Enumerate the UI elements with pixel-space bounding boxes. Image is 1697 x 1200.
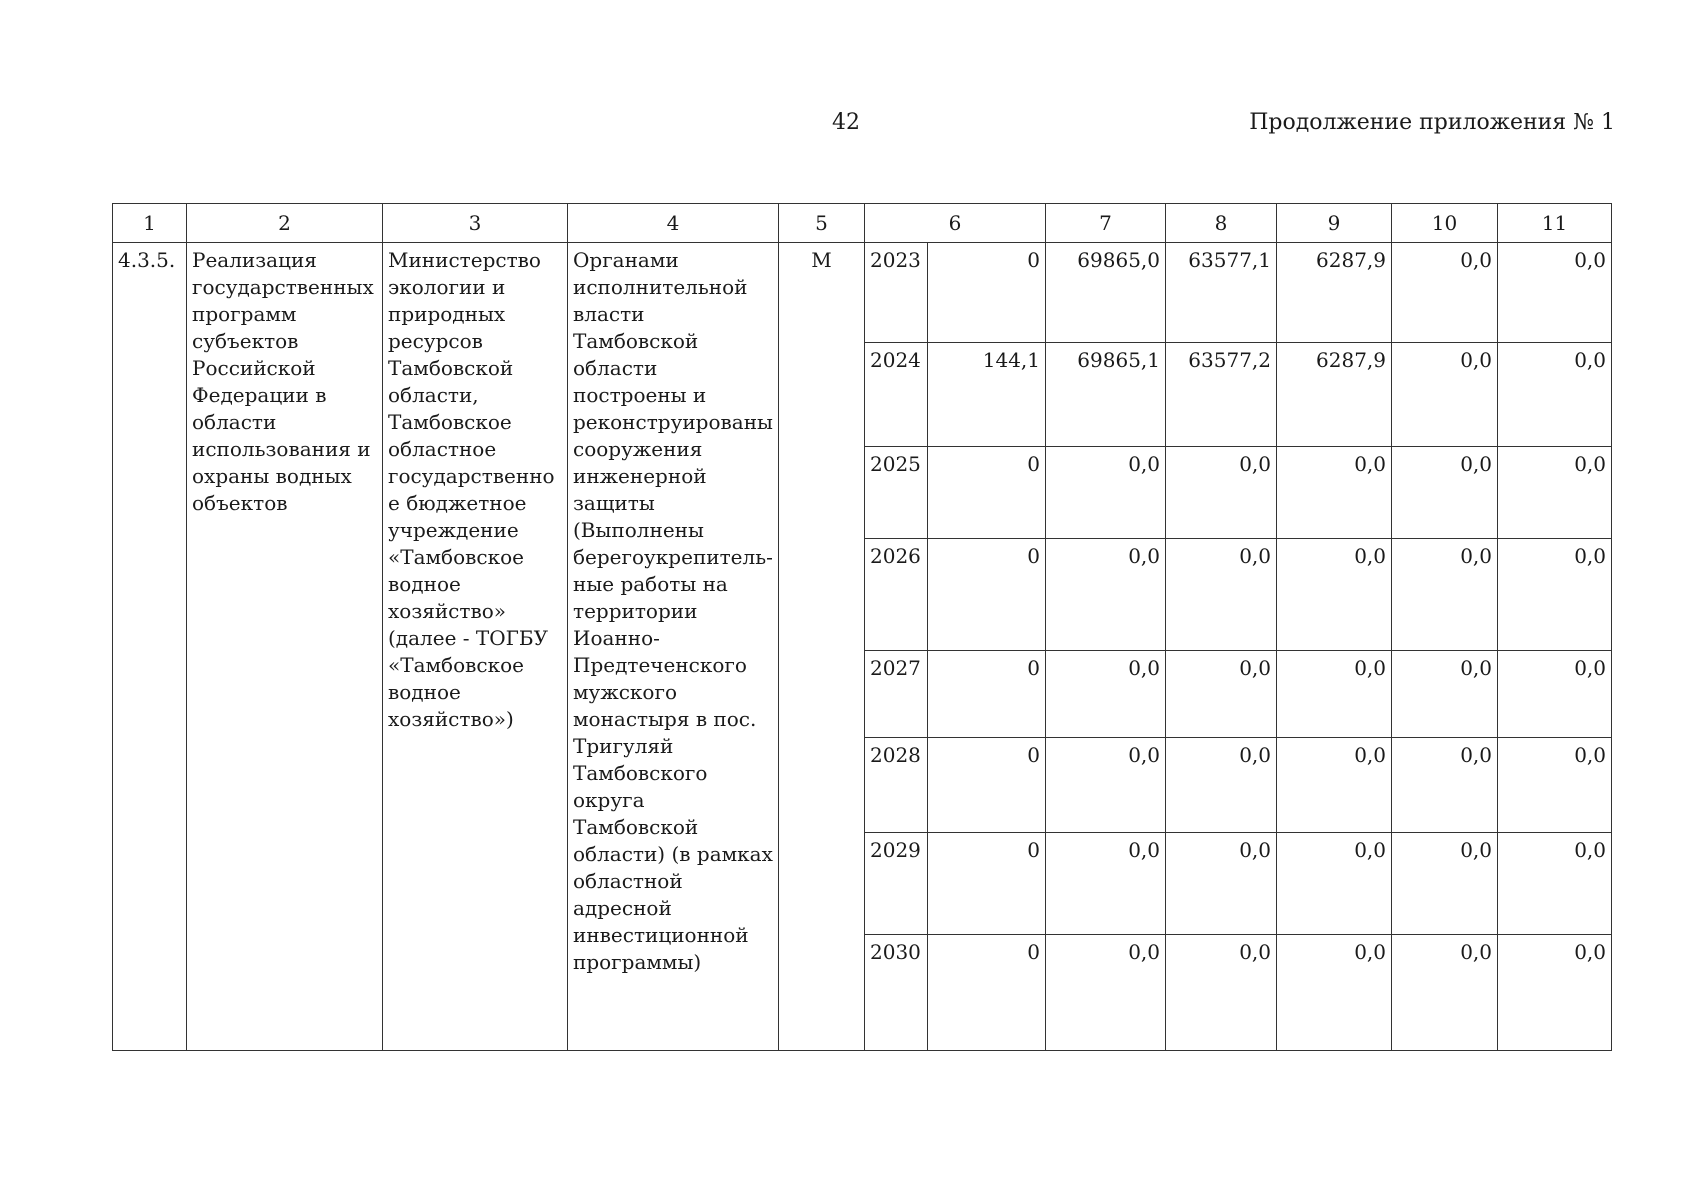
value-cell: 0,0 — [1277, 651, 1392, 738]
year-cell: 2027 — [865, 651, 928, 738]
value-cell: 0,0 — [1498, 343, 1612, 447]
value-cell: 0,0 — [1166, 738, 1277, 833]
value-cell: 0,0 — [1392, 833, 1498, 935]
value-cell: 0 — [928, 651, 1046, 738]
year-cell: 2023 — [865, 243, 928, 343]
value-cell: 0,0 — [1392, 243, 1498, 343]
column-header: 8 — [1166, 204, 1277, 243]
year-cell: 2024 — [865, 343, 928, 447]
column-header: 10 — [1392, 204, 1498, 243]
value-cell: 63577,2 — [1166, 343, 1277, 447]
value-cell: 0,0 — [1046, 935, 1166, 1051]
value-cell: 0 — [928, 833, 1046, 935]
column-header: 3 — [383, 204, 568, 243]
value-cell: 0,0 — [1392, 539, 1498, 651]
value-cell: 0,0 — [1166, 935, 1277, 1051]
value-cell: 6287,9 — [1277, 243, 1392, 343]
table-row — [113, 243, 1612, 343]
column-header: 2 — [187, 204, 383, 243]
value-cell: 0,0 — [1277, 833, 1392, 935]
value-cell: 0,0 — [1498, 738, 1612, 833]
value-cell: 0,0 — [1277, 539, 1392, 651]
column-header: 11 — [1498, 204, 1612, 243]
value-cell: 0,0 — [1277, 738, 1392, 833]
item-number: 4.3.5. — [113, 243, 187, 1051]
item-result: Органами исполнительной власти Тамбовской области построены и реконструированы сооружения инженерной защиты (Выполнены берегоукрепитель-ные работы на территории Иоанно-Предтеченского мужского монастыря в пос. Тригуляй Тамбовского округа Тамбовской области) (в рамках областной адресной инвестиционной программы) — [568, 243, 779, 1051]
column-header: 5 — [779, 204, 865, 243]
item-executor: Министерство экологии и природных ресурсов Тамбовской области, Тамбовское областное государственное бюджетное учреждение «Тамбовское водное хозяйство» (далее - ТОГБУ «Тамбовское водное хозяйство») — [383, 243, 568, 1051]
year-cell: 2028 — [865, 738, 928, 833]
year-cell: 2026 — [865, 539, 928, 651]
value-cell: 0,0 — [1166, 651, 1277, 738]
column-header: 9 — [1277, 204, 1392, 243]
column-header: 1 — [113, 204, 187, 243]
value-cell: 0,0 — [1277, 935, 1392, 1051]
value-cell: 0,0 — [1392, 343, 1498, 447]
value-cell: 0,0 — [1046, 447, 1166, 539]
value-cell: 0,0 — [1046, 738, 1166, 833]
value-cell: 0,0 — [1498, 935, 1612, 1051]
value-cell: 0,0 — [1392, 935, 1498, 1051]
value-cell: 63577,1 — [1166, 243, 1277, 343]
year-cell: 2030 — [865, 935, 928, 1051]
value-cell: 6287,9 — [1277, 343, 1392, 447]
value-cell: 0 — [928, 935, 1046, 1051]
column-number-row — [113, 204, 1612, 243]
value-cell: 0 — [928, 243, 1046, 343]
value-cell: 0 — [928, 539, 1046, 651]
value-cell: 0,0 — [1046, 833, 1166, 935]
value-cell: 144,1 — [928, 343, 1046, 447]
page-number: 42 — [832, 110, 860, 135]
value-cell: 0,0 — [1046, 651, 1166, 738]
value-cell: 0,0 — [1392, 447, 1498, 539]
year-cell: 2025 — [865, 447, 928, 539]
value-cell: 0,0 — [1046, 539, 1166, 651]
value-cell: 0 — [928, 738, 1046, 833]
value-cell: 0,0 — [1498, 833, 1612, 935]
value-cell: 0,0 — [1392, 738, 1498, 833]
column-header: 6 — [865, 204, 1046, 243]
item-col5: М — [779, 243, 865, 1051]
value-cell: 69865,1 — [1046, 343, 1166, 447]
value-cell: 0,0 — [1392, 651, 1498, 738]
program-table — [112, 203, 1612, 1051]
value-cell: 69865,0 — [1046, 243, 1166, 343]
column-header: 4 — [568, 204, 779, 243]
value-cell: 0 — [928, 447, 1046, 539]
value-cell: 0,0 — [1166, 447, 1277, 539]
value-cell: 0,0 — [1166, 539, 1277, 651]
item-name: Реализация государственных программ субъектов Российской Федерации в области использования и охраны водных объектов — [187, 243, 383, 1051]
value-cell: 0,0 — [1498, 243, 1612, 343]
value-cell: 0,0 — [1498, 447, 1612, 539]
value-cell: 0,0 — [1498, 651, 1612, 738]
value-cell: 0,0 — [1498, 539, 1612, 651]
year-cell: 2029 — [865, 833, 928, 935]
value-cell: 0,0 — [1166, 833, 1277, 935]
column-header: 7 — [1046, 204, 1166, 243]
value-cell: 0,0 — [1277, 447, 1392, 539]
appendix-note: Продолжение приложения № 1 — [1249, 110, 1615, 135]
